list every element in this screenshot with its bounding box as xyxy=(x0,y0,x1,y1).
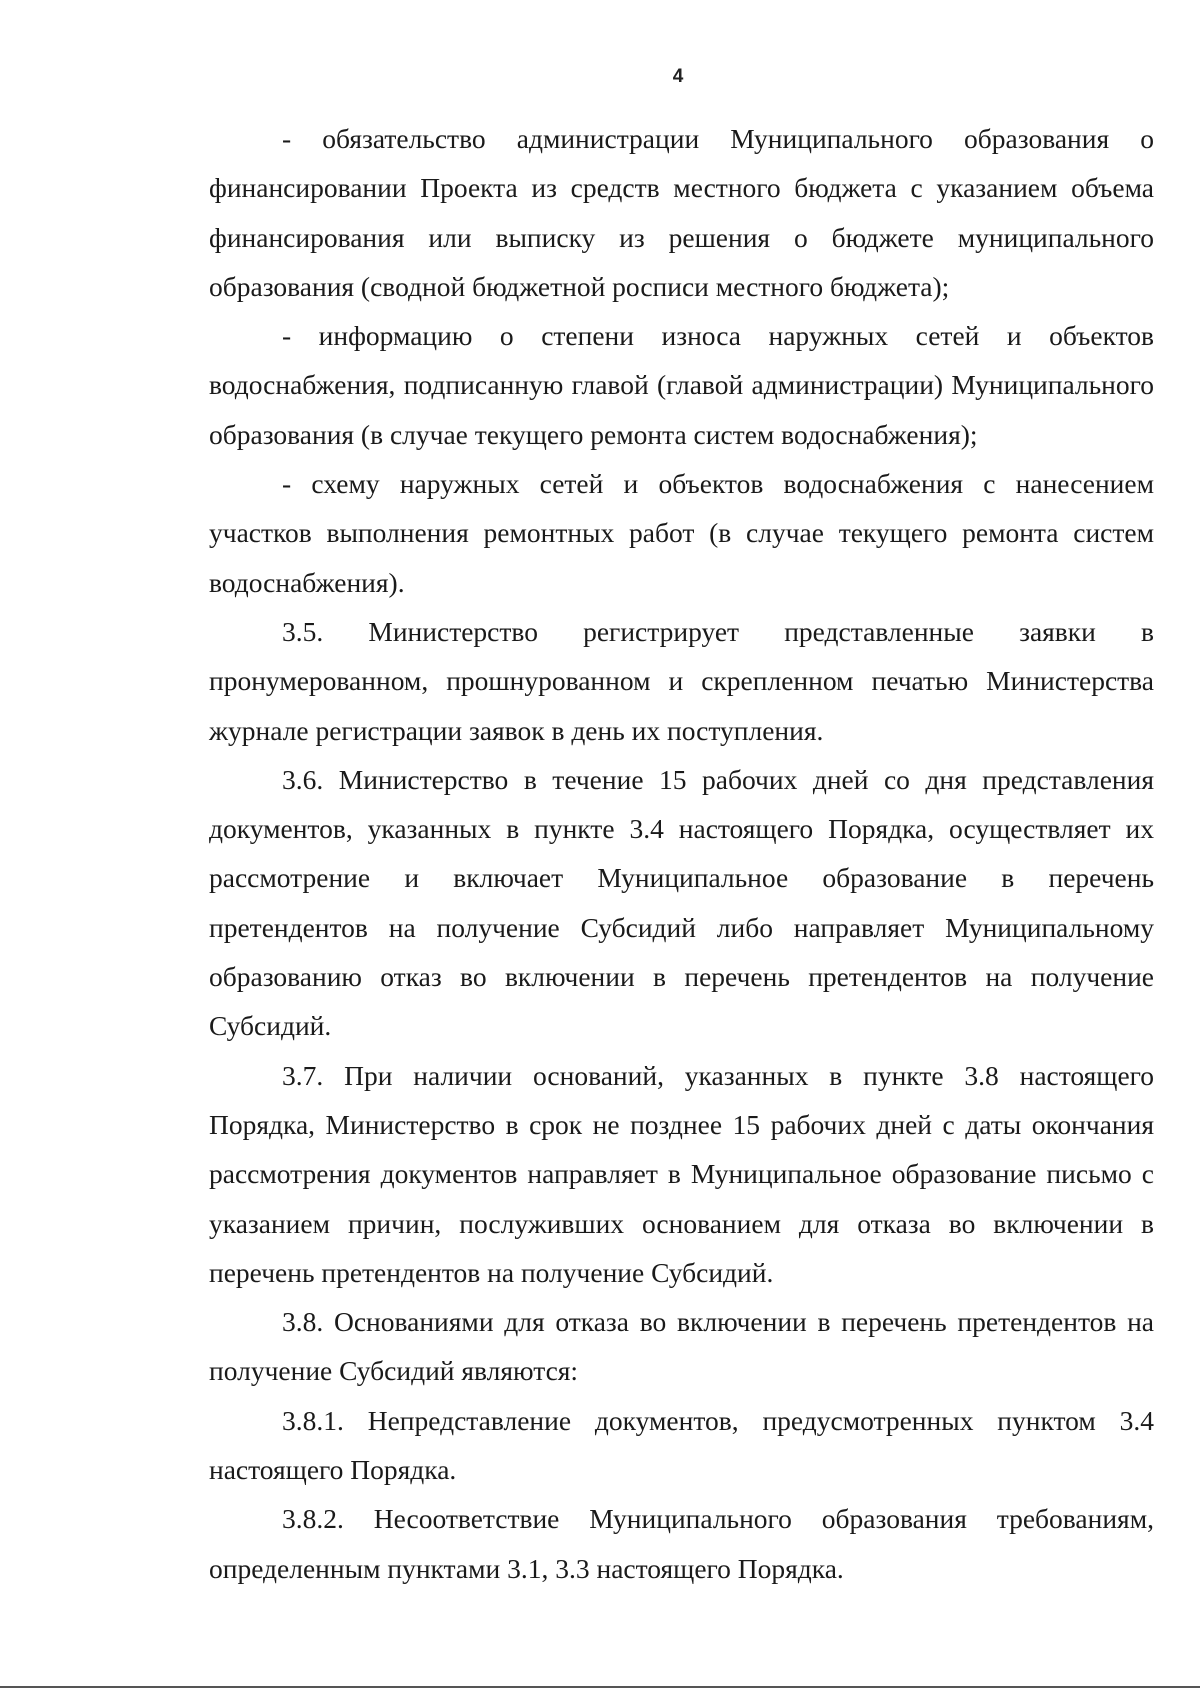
paragraph-3-7: 3.7. При наличии оснований, указанных в пункте 3.8 настоящего Порядка, Министерство в срок не позднее 15 рабочих дней с даты окончания рассмотрения документов направляет в Муниципальное образование письмо с указанием причин, послуживших основанием для отказа во включении в перечень претендентов на получение Субсидий. xyxy=(209,1059,1154,1288)
paragraph-wear-information: - информацию о степени износа наружных сетей и объектов водоснабжения, подписанную главой (главой администрации) Муниципального образования (в случае текущего ремонта систем водоснабжения); xyxy=(209,320,1154,450)
paragraph-3-6: 3.6. Министерство в течение 15 рабочих дней со дня представления документов, указанных в пункте 3.4 настоящего Порядка, осуществляет их рассмотрение и включает Муниципальное образование в перечень претендентов на получение Субсидий либо направляет Муниципальному образованию отказ во включении в перечень претендентов на получение Субсидий. xyxy=(209,763,1154,1042)
paragraph-3-8: 3.8. Основаниями для отказа во включении в перечень претендентов на получение Субсидий являются: xyxy=(209,1306,1154,1387)
document-body xyxy=(209,114,1154,1593)
paragraph-3-8-1: 3.8.1. Непредставление документов, предусмотренных пунктом 3.4 настоящего Порядка. xyxy=(209,1404,1154,1486)
paragraph-3-5: 3.5. Министерство регистрирует представленные заявки в пронумерованном, прошнурованном и скрепленном печатью Министерства журнале регистрации заявок в день их поступления. xyxy=(209,615,1154,746)
page-number: 4 xyxy=(672,66,684,87)
paragraph-network-scheme: - схему наружных сетей и объектов водоснабжения с нанесением участков выполнения ремонтных работ (в случае текущего ремонта систем водоснабжения). xyxy=(209,468,1154,598)
paragraph-funding-obligation: - обязательство администрации Муниципального образования о финансировании Проекта из средств местного бюджета с указанием объема финансирования или выписку из решения о бюджете муниципального образования (сводной бюджетной росписи местного бюджета); xyxy=(209,123,1154,302)
paragraph-3-8-2: 3.8.2. Несоответствие Муниципального образования требованиям, определенным пунктами 3.1, 3.3 настоящего Порядка. xyxy=(209,1503,1154,1584)
scan-edge-line xyxy=(0,1686,1200,1688)
